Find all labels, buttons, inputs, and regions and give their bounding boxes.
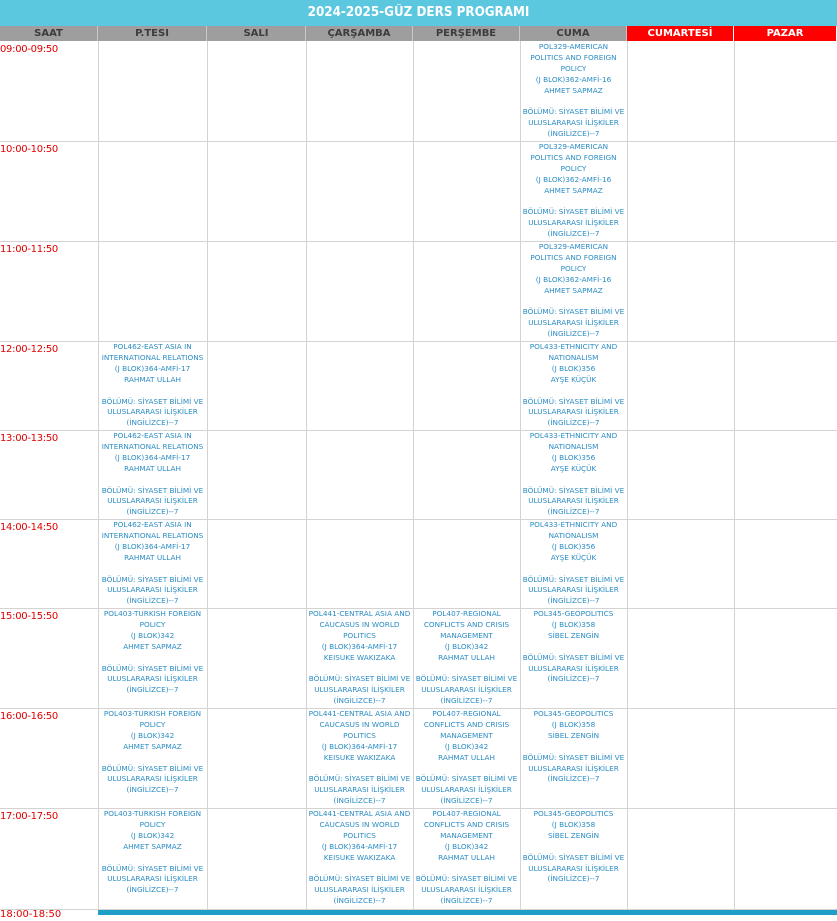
- course-gap: [99, 564, 206, 575]
- course-line: INTERNATIONAL RELATIONS: [101, 441, 204, 451]
- course-line: POL441-CENTRAL ASIA AND: [308, 709, 411, 718]
- course-line: POL345-GEOPOLITICS: [533, 609, 614, 618]
- course-department-line: ULUSLARARASI İLİŞKİLER: [528, 496, 619, 506]
- course-department-line: (İNGİLİZCE)--7: [547, 329, 600, 339]
- course-line: KEISUKE WAKIZAKA: [323, 652, 396, 662]
- course-department-line: BÖLÜMÜ: SİYASET BİLİMİ VE: [101, 574, 204, 584]
- course-line: POLITICS: [343, 730, 376, 740]
- grid-vline: [207, 41, 208, 910]
- course-department-line: (İNGİLİZCE)--7: [440, 796, 493, 806]
- course-line: (J BLOK)356: [551, 541, 596, 551]
- course-line: POL433-ETHNICITY AND: [529, 431, 618, 440]
- course-line: (J BLOK)362-AMFİ-16: [535, 174, 612, 184]
- course-line: POL329-AMERICAN: [538, 42, 609, 51]
- course-department-line: (İNGİLİZCE)--7: [126, 507, 179, 517]
- course-department-line: (İNGİLİZCE)--7: [547, 774, 600, 784]
- time-slot-label: 18:00-18:50: [0, 909, 62, 920]
- course-department-line: (İNGİLİZCE)--7: [126, 596, 179, 606]
- course-line: (J BLOK)342: [444, 741, 489, 751]
- course-department-line: BÖLÜMÜ: SİYASET BİLİMİ VE: [522, 752, 625, 762]
- course-department-line: ULUSLARARASI İLİŞKİLER: [528, 863, 619, 873]
- course-department-line: (İNGİLİZCE)--7: [547, 674, 600, 684]
- course-gap: [414, 864, 519, 875]
- course-line: POLICY: [560, 163, 587, 173]
- course-department-line: ULUSLARARASI İLİŞKİLER: [528, 663, 619, 673]
- course-department-line: BÖLÜMÜ: SİYASET BİLİMİ VE: [101, 863, 204, 873]
- course-line: (J BLOK)342: [130, 730, 175, 740]
- course-line: POL329-AMERICAN: [538, 142, 609, 151]
- course-line: AHMET SAPMAZ: [544, 285, 603, 295]
- course-department-line: BÖLÜMÜ: SİYASET BİLİMİ VE: [415, 674, 518, 684]
- course-department-line: (İNGİLİZCE)--7: [126, 885, 179, 895]
- course-line: AYŞE KÜÇÜK: [550, 374, 597, 384]
- course-department-line: (İNGİLİZCE)--7: [547, 596, 600, 606]
- time-slot-label: 13:00-13:50: [0, 433, 58, 444]
- course-department-line: ULUSLARARASI İLİŞKİLER: [107, 774, 198, 784]
- course-cell-pol345[interactable]: [521, 609, 626, 707]
- course-line: NATIONALISM: [548, 441, 599, 451]
- course-department-line: BÖLÜMÜ: SİYASET BİLİMİ VE: [522, 207, 625, 217]
- course-line: CONFLICTS AND CRISIS: [423, 819, 510, 829]
- course-line: MANAGEMENT: [440, 630, 493, 640]
- course-cell-pol433[interactable]: [521, 431, 626, 518]
- course-department-line: (İNGİLİZCE)--7: [126, 785, 179, 795]
- course-department-line: BÖLÜMÜ: SİYASET BİLİMİ VE: [101, 396, 204, 406]
- time-slot-label: 17:00-17:50: [0, 811, 58, 822]
- course-gap: [521, 386, 626, 397]
- course-line: INTERNATIONAL RELATIONS: [101, 352, 204, 362]
- course-line: (J BLOK)362-AMFİ-16: [535, 274, 612, 284]
- course-line: (J BLOK)364-AMFİ-17: [114, 452, 191, 462]
- course-department-line: ULUSLARARASI İLİŞKİLER: [528, 407, 619, 417]
- course-line: POL403-TURKISH FOREIGN: [103, 709, 202, 718]
- course-line: (J BLOK)342: [130, 630, 175, 640]
- time-slot-label: 16:00-16:50: [0, 711, 58, 722]
- course-cell-pol403[interactable]: [99, 809, 206, 908]
- course-line: POL433-ETHNICITY AND: [529, 520, 618, 529]
- course-cell-pol462[interactable]: [99, 342, 206, 429]
- course-line: RAHMAT ULLAH: [438, 652, 495, 662]
- course-gap: [414, 664, 519, 675]
- course-cell-pol329[interactable]: [521, 42, 626, 140]
- course-gap: [521, 97, 626, 108]
- course-department-line: ULUSLARARASI İLİŞKİLER: [528, 585, 619, 595]
- course-cell-pol441[interactable]: [307, 609, 412, 707]
- course-department-line: ULUSLARARASI İLİŞKİLER: [421, 685, 512, 695]
- course-line: RAHMAT ULLAH: [124, 552, 181, 562]
- course-line: MANAGEMENT: [440, 830, 493, 840]
- course-line: CONFLICTS AND CRISIS: [423, 619, 510, 629]
- course-line: AHMET SAPMAZ: [123, 641, 182, 651]
- course-line: MANAGEMENT: [440, 730, 493, 740]
- course-line: POL462-EAST ASIA IN: [113, 520, 192, 529]
- course-department-line: BÖLÜMÜ: SİYASET BİLİMİ VE: [101, 485, 204, 495]
- course-line: POLICY: [560, 263, 587, 273]
- course-line: CAUCASUS IN WORLD: [319, 619, 400, 629]
- time-slot-label: 10:00-10:50: [0, 144, 58, 155]
- course-line: AHMET SAPMAZ: [544, 85, 603, 95]
- course-line: INTERNATIONAL RELATIONS: [101, 530, 204, 540]
- course-department-line: ULUSLARARASI İLİŞKİLER: [107, 585, 198, 595]
- header-sali: SALI: [207, 26, 306, 41]
- course-department-line: ULUSLARARASI İLİŞKİLER: [107, 496, 198, 506]
- course-line: RAHMAT ULLAH: [438, 752, 495, 762]
- header-saat: SAAT: [0, 26, 98, 41]
- course-line: (J BLOK)342: [444, 841, 489, 851]
- time-slot-label: 14:00-14:50: [0, 522, 58, 533]
- course-cell-pol345[interactable]: [521, 809, 626, 908]
- course-line: (J BLOK)356: [551, 363, 596, 373]
- header-carsamba: ÇARŞAMBA: [306, 26, 413, 41]
- course-line: (J BLOK)342: [130, 830, 175, 840]
- time-slot-label: 11:00-11:50: [0, 244, 58, 255]
- course-line: SİBEL ZENGİN: [547, 730, 600, 740]
- course-line: POL462-EAST ASIA IN: [113, 342, 192, 351]
- course-line: POL441-CENTRAL ASIA AND: [308, 809, 411, 818]
- course-line: POLITICS AND FOREIGN: [530, 52, 617, 62]
- course-line: POL441-CENTRAL ASIA AND: [308, 609, 411, 618]
- course-gap: [99, 853, 206, 864]
- course-department-line: BÖLÜMÜ: SİYASET BİLİMİ VE: [415, 874, 518, 884]
- course-gap: [521, 297, 626, 308]
- course-department-line: BÖLÜMÜ: SİYASET BİLİMİ VE: [308, 674, 411, 684]
- course-department-line: ULUSLARARASI İLİŞKİLER: [528, 118, 619, 128]
- course-department-line: (İNGİLİZCE)--7: [126, 418, 179, 428]
- course-line: POL345-GEOPOLITICS: [533, 809, 614, 818]
- course-cell-pol403[interactable]: [99, 709, 206, 807]
- course-gap: [307, 664, 412, 675]
- course-line: POL433-ETHNICITY AND: [529, 342, 618, 351]
- course-department-line: (İNGİLİZCE)--7: [126, 685, 179, 695]
- course-department-line: ULUSLARARASI İLİŞKİLER: [421, 885, 512, 895]
- course-line: CAUCASUS IN WORLD: [319, 819, 400, 829]
- course-gap: [99, 386, 206, 397]
- course-line: (J BLOK)362-AMFİ-16: [535, 74, 612, 84]
- course-line: POLITICS: [343, 830, 376, 840]
- grid-vline: [734, 41, 735, 910]
- course-gap: [307, 864, 412, 875]
- course-department-line: (İNGİLİZCE)--7: [547, 229, 600, 239]
- schedule-title: 2024-2025-GÜZ DERS PROGRAMI: [0, 0, 837, 26]
- course-line: POL407-REGIONAL: [432, 709, 501, 718]
- course-line: (J BLOK)364-AMFİ-17: [114, 363, 191, 373]
- time-slot-label: 15:00-15:50: [0, 611, 58, 622]
- course-department-line: (İNGİLİZCE)--7: [333, 696, 386, 706]
- course-department-line: BÖLÜMÜ: SİYASET BİLİMİ VE: [522, 307, 625, 317]
- course-department-line: BÖLÜMÜ: SİYASET BİLİMİ VE: [101, 663, 204, 673]
- course-gap: [521, 642, 626, 653]
- course-line: RAHMAT ULLAH: [124, 374, 181, 384]
- course-line: POLICY: [139, 719, 166, 729]
- course-department-line: BÖLÜMÜ: SİYASET BİLİMİ VE: [522, 107, 625, 117]
- course-line: CAUCASUS IN WORLD: [319, 719, 400, 729]
- course-line: SİBEL ZENGİN: [547, 830, 600, 840]
- header-persembe: PERŞEMBE: [413, 26, 520, 41]
- course-department-line: ULUSLARARASI İLİŞKİLER: [314, 785, 405, 795]
- course-department-line: (İNGİLİZCE)--7: [333, 796, 386, 806]
- course-line: AYŞE KÜÇÜK: [550, 552, 597, 562]
- course-gap: [414, 764, 519, 775]
- course-gap: [521, 742, 626, 753]
- course-line: KEISUKE WAKIZAKA: [323, 752, 396, 762]
- course-department-line: (İNGİLİZCE)--7: [547, 418, 600, 428]
- course-line: POL345-GEOPOLITICS: [533, 709, 614, 718]
- course-line: CONFLICTS AND CRISIS: [423, 719, 510, 729]
- footer-bar: [98, 910, 837, 915]
- grid-hline: [0, 241, 837, 242]
- header-cuma: CUMA: [520, 26, 627, 41]
- course-department-line: ULUSLARARASI İLİŞKİLER: [314, 685, 405, 695]
- course-line: (J BLOK)364-AMFİ-17: [321, 641, 398, 651]
- course-department-line: ULUSLARARASI İLİŞKİLER: [107, 407, 198, 417]
- course-cell-pol407[interactable]: [414, 709, 519, 807]
- course-gap: [521, 842, 626, 853]
- course-department-line: (İNGİLİZCE)--7: [333, 896, 386, 906]
- course-line: (J BLOK)364-AMFİ-17: [114, 541, 191, 551]
- course-gap: [307, 764, 412, 775]
- course-line: POLITICS: [343, 630, 376, 640]
- course-line: AHMET SAPMAZ: [544, 185, 603, 195]
- header-cumartesi: CUMARTESİ: [627, 26, 734, 41]
- course-gap: [99, 753, 206, 764]
- course-line: RAHMAT ULLAH: [438, 852, 495, 862]
- course-line: (J BLOK)342: [444, 641, 489, 651]
- course-cell-pol407[interactable]: [414, 809, 519, 908]
- course-gap: [521, 475, 626, 486]
- course-line: AHMET SAPMAZ: [123, 841, 182, 851]
- course-department-line: ULUSLARARASI İLİŞKİLER: [528, 218, 619, 228]
- course-cell-pol433[interactable]: [521, 342, 626, 429]
- course-department-line: (İNGİLİZCE)--7: [440, 896, 493, 906]
- course-department-line: ULUSLARARASI İLİŞKİLER: [528, 318, 619, 328]
- course-line: POL403-TURKISH FOREIGN: [103, 809, 202, 818]
- course-line: NATIONALISM: [548, 352, 599, 362]
- time-slot-label: 12:00-12:50: [0, 344, 58, 355]
- course-line: (J BLOK)358: [551, 819, 596, 829]
- course-line: KEISUKE WAKIZAKA: [323, 852, 396, 862]
- course-line: (J BLOK)364-AMFİ-17: [321, 841, 398, 851]
- header-ptesi: P.TESI: [98, 26, 207, 41]
- course-line: POLITICS AND FOREIGN: [530, 152, 617, 162]
- course-department-line: BÖLÜMÜ: SİYASET BİLİMİ VE: [308, 874, 411, 884]
- course-line: (J BLOK)358: [551, 619, 596, 629]
- course-cell-pol407[interactable]: [414, 609, 519, 707]
- course-department-line: BÖLÜMÜ: SİYASET BİLİMİ VE: [522, 652, 625, 662]
- course-department-line: BÖLÜMÜ: SİYASET BİLİMİ VE: [101, 763, 204, 773]
- course-line: POLICY: [139, 819, 166, 829]
- course-cell-pol345[interactable]: [521, 709, 626, 807]
- course-department-line: ULUSLARARASI İLİŞKİLER: [314, 885, 405, 895]
- course-cell-pol329[interactable]: [521, 242, 626, 340]
- course-line: POL329-AMERICAN: [538, 242, 609, 251]
- course-gap: [521, 564, 626, 575]
- course-line: (J BLOK)356: [551, 452, 596, 462]
- course-department-line: ULUSLARARASI İLİŞKİLER: [421, 785, 512, 795]
- course-line: (J BLOK)358: [551, 719, 596, 729]
- course-line: (J BLOK)364-AMFİ-17: [321, 741, 398, 751]
- course-line: POLITICS AND FOREIGN: [530, 252, 617, 262]
- course-line: POLICY: [139, 619, 166, 629]
- course-gap: [99, 653, 206, 664]
- grid-vline: [627, 41, 628, 910]
- course-department-line: BÖLÜMÜ: SİYASET BİLİMİ VE: [522, 396, 625, 406]
- course-department-line: ULUSLARARASI İLİŞKİLER: [107, 874, 198, 884]
- course-department-line: BÖLÜMÜ: SİYASET BİLİMİ VE: [415, 774, 518, 784]
- time-slot-label: 09:00-09:50: [0, 44, 58, 55]
- course-department-line: ULUSLARARASI İLİŞKİLER: [528, 763, 619, 773]
- course-gap: [521, 197, 626, 208]
- course-department-line: (İNGİLİZCE)--7: [547, 507, 600, 517]
- course-line: POL407-REGIONAL: [432, 609, 501, 618]
- course-department-line: BÖLÜMÜ: SİYASET BİLİMİ VE: [522, 485, 625, 495]
- course-line: RAHMAT ULLAH: [124, 463, 181, 473]
- course-cell-pol329[interactable]: [521, 142, 626, 240]
- course-cell-pol462[interactable]: [99, 520, 206, 607]
- header-pazar: PAZAR: [734, 26, 837, 41]
- course-cell-pol441[interactable]: [307, 809, 412, 908]
- course-line: POL462-EAST ASIA IN: [113, 431, 192, 440]
- course-department-line: (İNGİLİZCE)--7: [547, 129, 600, 139]
- course-cell-pol441[interactable]: [307, 709, 412, 807]
- course-department-line: (İNGİLİZCE)--7: [547, 874, 600, 884]
- course-line: POLICY: [560, 63, 587, 73]
- course-department-line: BÖLÜMÜ: SİYASET BİLİMİ VE: [522, 574, 625, 584]
- course-cell-pol433[interactable]: [521, 520, 626, 607]
- course-line: POL403-TURKISH FOREIGN: [103, 609, 202, 618]
- grid-hline: [0, 141, 837, 142]
- course-line: NATIONALISM: [548, 530, 599, 540]
- course-line: AHMET SAPMAZ: [123, 741, 182, 751]
- course-department-line: BÖLÜMÜ: SİYASET BİLİMİ VE: [522, 852, 625, 862]
- course-cell-pol403[interactable]: [99, 609, 206, 707]
- course-department-line: (İNGİLİZCE)--7: [440, 696, 493, 706]
- course-line: SİBEL ZENGİN: [547, 630, 600, 640]
- course-department-line: ULUSLARARASI İLİŞKİLER: [107, 674, 198, 684]
- course-gap: [99, 475, 206, 486]
- course-cell-pol462[interactable]: [99, 431, 206, 518]
- course-line: AYŞE KÜÇÜK: [550, 463, 597, 473]
- course-department-line: BÖLÜMÜ: SİYASET BİLİMİ VE: [308, 774, 411, 784]
- course-line: POL407-REGIONAL: [432, 809, 501, 818]
